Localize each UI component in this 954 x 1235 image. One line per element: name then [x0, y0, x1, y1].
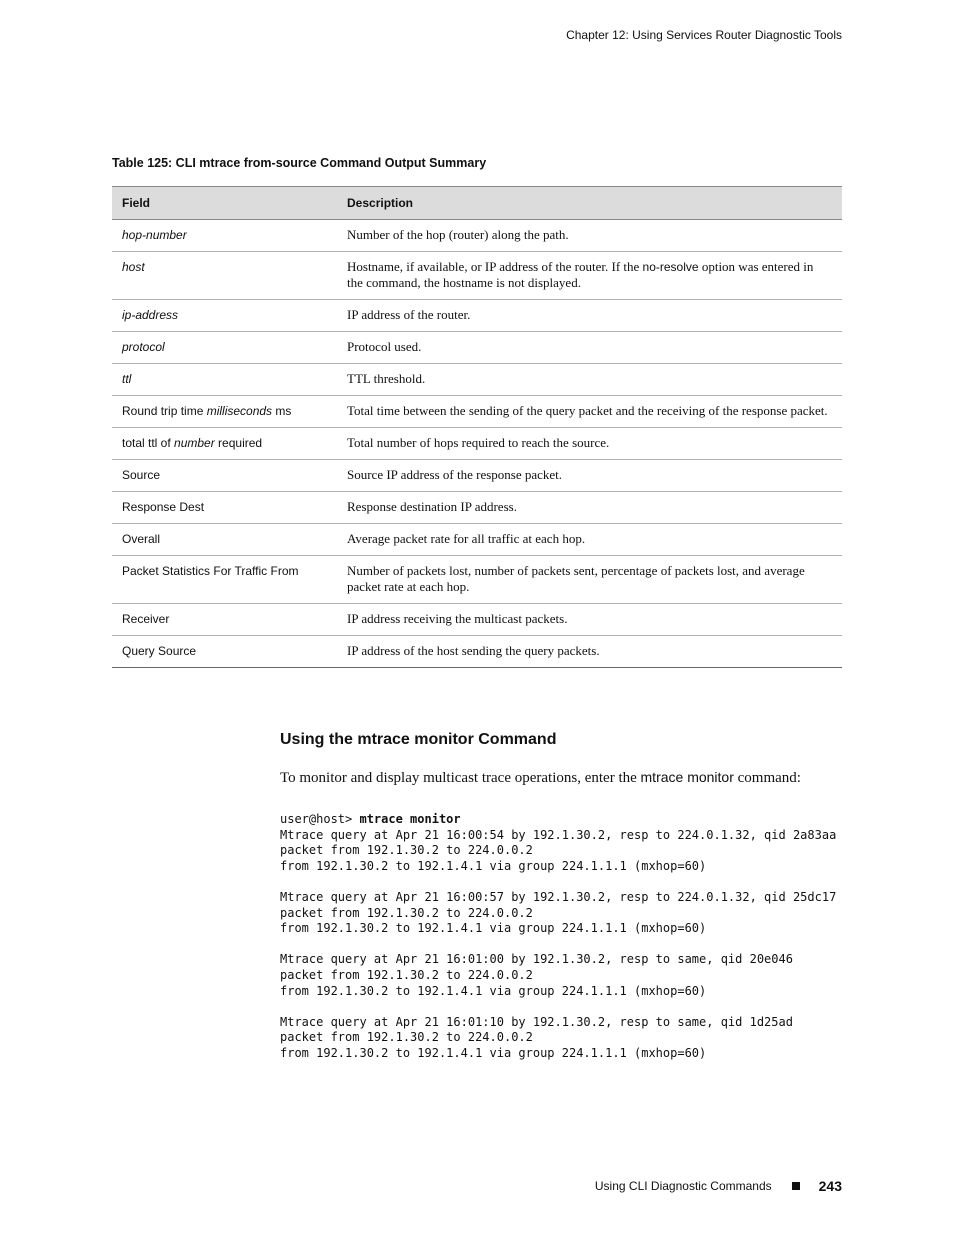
- field-text: Query Source: [122, 644, 197, 658]
- table-caption: Table 125: CLI mtrace from-source Command Output Summary: [112, 156, 487, 170]
- table-row: [112, 604, 842, 636]
- field-variable: number: [174, 436, 215, 450]
- field-variable: ip-address: [122, 308, 179, 322]
- table-row: [112, 332, 842, 364]
- column-header-description: Description: [337, 187, 842, 220]
- footer-section-title: Using CLI Diagnostic Commands: [594, 1179, 772, 1193]
- table-row: [112, 252, 842, 300]
- field-cell: [112, 524, 337, 556]
- summary-table: [112, 186, 842, 668]
- running-header: Chapter 12: Using Services Router Diagnostic Tools: [566, 28, 842, 42]
- description-text: IP address receiving the multicast packets.: [347, 611, 568, 626]
- cli-prompt: user@host>: [280, 812, 360, 826]
- table-row: [112, 524, 842, 556]
- table-row: [112, 396, 842, 428]
- field-text: Receiver: [122, 612, 170, 626]
- table-header-row: [112, 187, 842, 220]
- table-row: [112, 364, 842, 396]
- table-row: [112, 460, 842, 492]
- table-row: [112, 636, 842, 668]
- field-cell: [112, 364, 337, 396]
- table-row: [112, 220, 842, 252]
- code-block: [280, 812, 836, 1062]
- table-row: [112, 556, 842, 604]
- square-bullet-icon: [792, 1182, 800, 1190]
- field-text: Packet Statistics For Traffic From: [122, 564, 299, 578]
- page-number: 243: [818, 1178, 842, 1194]
- field-cell: [112, 492, 337, 524]
- description-cell: [337, 428, 842, 460]
- description-suffix: option was entered in the command, the hostname is not displayed.: [347, 259, 814, 290]
- description-text: Source IP address of the response packet.: [347, 467, 563, 482]
- table-row: [112, 300, 842, 332]
- field-cell: [112, 220, 337, 252]
- field-text: Round trip time: [122, 404, 207, 418]
- page-footer: [595, 1178, 842, 1194]
- description-cell: [337, 252, 842, 300]
- field-variable: protocol: [122, 340, 165, 354]
- field-text: total ttl of: [122, 436, 175, 450]
- description-text: Hostname, if available, or IP address of the router. If the: [347, 259, 643, 274]
- field-suffix: ms: [272, 404, 292, 418]
- field-cell: [112, 460, 337, 492]
- description-cell: [337, 396, 842, 428]
- description-cell: [337, 524, 842, 556]
- field-variable: milliseconds: [206, 404, 273, 418]
- description-text: Protocol used.: [347, 339, 422, 354]
- field-text: Response Dest: [122, 500, 205, 514]
- description-option: no-resolve: [642, 260, 699, 274]
- intro-command: mtrace monitor: [640, 769, 734, 785]
- field-variable: hop-number: [122, 228, 187, 242]
- column-header-field: Field: [112, 187, 337, 220]
- field-cell: [112, 636, 337, 668]
- field-suffix: required: [214, 436, 263, 450]
- field-cell: [112, 396, 337, 428]
- description-cell: [337, 220, 842, 252]
- description-cell: [337, 604, 842, 636]
- description-text: Total number of hops required to reach the source.: [347, 435, 610, 450]
- cli-output: Mtrace query at Apr 21 16:00:54 by 192.1.30.2, resp to 224.0.1.32, qid 2a83aa packet from 192.1.30.2 to 224.0.0.2 from 192.1.30.2 to 192.1.4.1 via group 224.1.1.1 (mxhop=60) Mtrace query at Apr 21 16:00:57 by 192.1.30.2, resp to 224.0.1.32, qid 25dc17 packet from 192.1.30.2 to 224.0.0.2 from 192.1.30.2 to 192.1.4.1 via group 224.1.1.1 (mxhop=60) Mtrace query at Apr 21 16:01:00 by 192.1.30.2, resp to same, qid 20e046 packet from 192.1.30.2 to 224.0.0.2 from 192.1.30.2 to 192.1.4.1 via group 224.1.1.1 (mxhop=60) Mtrace query at Apr 21 16:01:10 by 192.1.30.2, resp to same, qid 1d25ad packet from 192.1.30.2 to 224.0.0.2 from 192.1.30.2 to 192.1.4.1 via group 224.1.1.1 (mxhop=60): [280, 827, 837, 1060]
- description-cell: [337, 332, 842, 364]
- field-text: Source: [122, 468, 161, 482]
- description-cell: [337, 492, 842, 524]
- intro-suffix: command:: [733, 770, 801, 786]
- field-variable: host: [122, 260, 145, 274]
- field-cell: [112, 252, 337, 300]
- description-text: Total time between the sending of the query packet and the receiving of the response packet.: [347, 403, 828, 418]
- field-cell: [112, 604, 337, 636]
- field-text: Overall: [122, 532, 161, 546]
- description-cell: [337, 364, 842, 396]
- description-cell: [337, 556, 842, 604]
- section-heading: Using the mtrace monitor Command: [280, 731, 557, 748]
- cli-command: mtrace monitor: [359, 812, 461, 826]
- description-text: Number of packets lost, number of packets sent, percentage of packets lost, and average packet rate at each hop.: [347, 563, 805, 594]
- table-row: [112, 428, 842, 460]
- intro-paragraph: [280, 769, 801, 787]
- description-cell: [337, 460, 842, 492]
- field-cell: [112, 428, 337, 460]
- field-cell: [112, 300, 337, 332]
- description-text: TTL threshold.: [347, 371, 426, 386]
- field-cell: [112, 332, 337, 364]
- table-row: [112, 492, 842, 524]
- field-variable: ttl: [122, 372, 132, 386]
- description-cell: [337, 300, 842, 332]
- description-text: IP address of the host sending the query packets.: [347, 643, 600, 658]
- description-cell: [337, 636, 842, 668]
- description-text: Average packet rate for all traffic at each hop.: [347, 531, 586, 546]
- description-text: IP address of the router.: [347, 307, 471, 322]
- intro-text: To monitor and display multicast trace operations, enter the: [280, 770, 641, 786]
- field-cell: [112, 556, 337, 604]
- description-text: Number of the hop (router) along the path.: [347, 227, 569, 242]
- table-body: [112, 220, 842, 668]
- description-text: Response destination IP address.: [347, 499, 517, 514]
